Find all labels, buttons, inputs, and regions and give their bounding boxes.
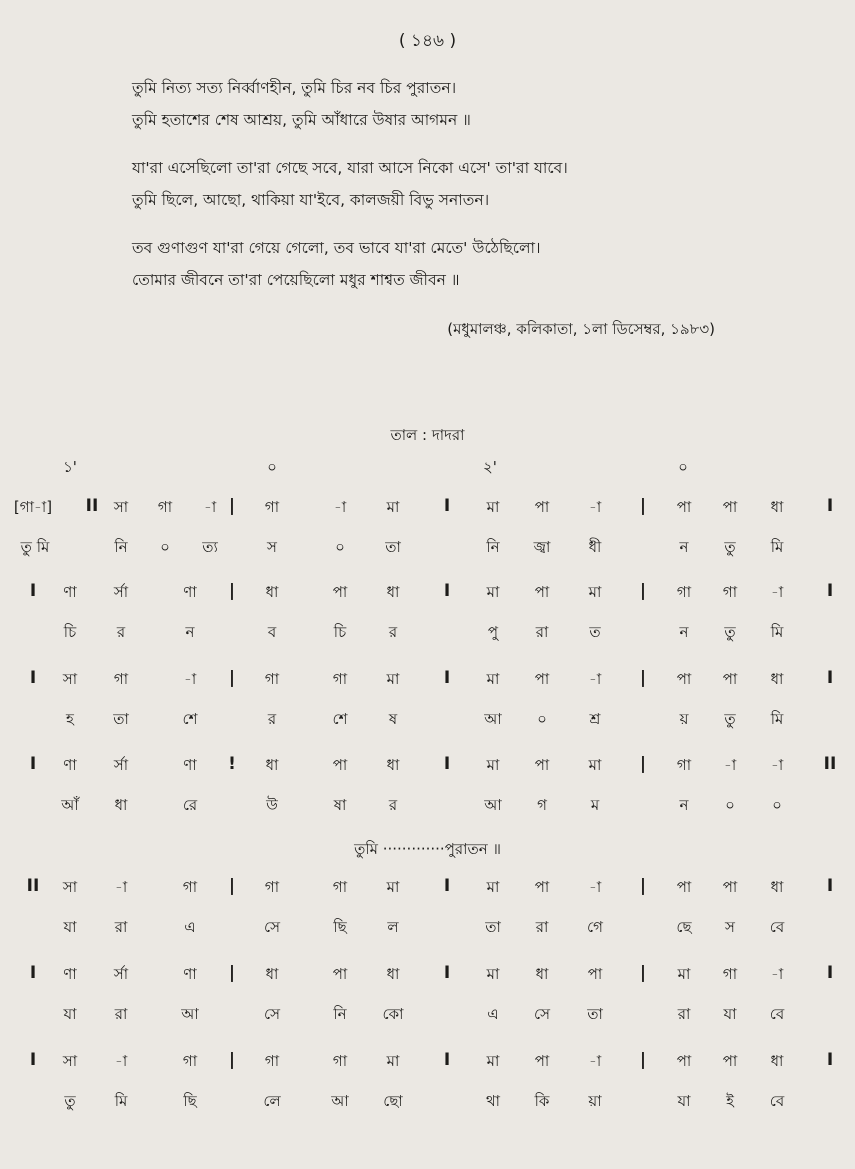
swara-note: গা <box>676 756 692 774</box>
swara-note: পা <box>722 498 738 516</box>
poem-line: যা'রা এসেছিলো তা'রা গেছে সবে, যারা আসে নিকো এসে' তা'রা যাবে। <box>132 159 568 177</box>
beat-marker: ০ <box>678 458 688 476</box>
swara-note: পা <box>587 965 603 983</box>
lyric-syllable: তু <box>724 538 736 556</box>
swara-note: -া <box>770 965 784 983</box>
swara-note: ণা <box>63 965 77 983</box>
swara-note: র্সা <box>113 965 129 983</box>
swara-note: গা <box>157 498 173 516</box>
swara-note: ধা <box>386 965 400 983</box>
lyric-syllable: আঁ <box>61 796 79 814</box>
lyric-syllable: নি <box>114 538 128 556</box>
notation-row <box>0 496 855 576</box>
lyric-syllable: র <box>388 623 398 641</box>
swara-note: গা <box>722 583 738 601</box>
swara-note: পা <box>332 756 348 774</box>
source-credit: (মধুমালঞ্চ, কলিকাতা, ১লা ডিসেম্বর, ১৯৮৩) <box>447 320 715 338</box>
swara-note: র্সা <box>113 756 129 774</box>
swara-note: ধা <box>535 965 549 983</box>
lyric-syllable: তা <box>385 538 401 556</box>
lyric-syllable: মি <box>770 538 784 556</box>
lyric-syllable: হ <box>66 710 74 728</box>
swara-note: ধা <box>265 756 279 774</box>
lyric-syllable: আ <box>181 1005 199 1023</box>
swara-note: -া <box>183 670 197 688</box>
swara-note: [গা-া] <box>13 498 53 516</box>
lyric-syllable: আ <box>331 1092 349 1110</box>
bar-line: I <box>826 581 834 601</box>
swara-note: ধা <box>265 583 279 601</box>
poem <box>132 72 792 296</box>
swara-note: গা <box>676 583 692 601</box>
swara-note: মা <box>386 670 400 688</box>
swara-note: ণা <box>63 583 77 601</box>
lyric-syllable: ছে <box>676 918 692 936</box>
notation-row <box>0 754 855 834</box>
lyric-syllable: কি <box>534 1092 550 1110</box>
swara-note: ধা <box>386 756 400 774</box>
swara-note: -া <box>588 498 602 516</box>
lyric-syllable: সে <box>264 1005 280 1023</box>
lyric-syllable: এ <box>184 918 196 936</box>
lyric-syllable: রা <box>535 623 549 641</box>
lyric-syllable: ০ <box>537 710 547 728</box>
lyric-syllable: চি <box>63 623 77 641</box>
lyric-syllable: ছো <box>383 1092 403 1110</box>
bar-line: I <box>826 876 834 896</box>
bar-line: | <box>228 581 236 601</box>
swara-note: সা <box>113 498 129 516</box>
lyric-syllable: স <box>267 538 277 556</box>
swara-note: -া <box>114 1052 128 1070</box>
lyric-syllable: তু <box>724 710 736 728</box>
lyric-syllable: তা <box>587 1005 603 1023</box>
lyric-syllable: আ <box>484 796 502 814</box>
swara-note: ধা <box>770 1052 784 1070</box>
lyric-syllable: যা <box>677 1092 691 1110</box>
bar-line: | <box>228 876 236 896</box>
lyric-syllable: বে <box>769 1005 785 1023</box>
swara-note: র্সা <box>113 583 129 601</box>
lyric-syllable: ব <box>267 623 277 641</box>
lyric-syllable: আ <box>484 710 502 728</box>
swara-note: ধা <box>770 498 784 516</box>
swara-note: -া <box>588 1052 602 1070</box>
poem-line: তুমি নিত্য সত্য নিৰ্ব্বাণহীন, তুমি চির নব চির পুরাতন। <box>132 79 457 97</box>
notation-row <box>0 1050 855 1130</box>
bar-line: | <box>228 496 236 516</box>
bar-line: | <box>639 1050 647 1070</box>
lyric-syllable: ন <box>185 623 195 641</box>
swara-note: মা <box>386 1052 400 1070</box>
lyric-syllable: যা <box>63 1005 77 1023</box>
swara-note: মা <box>386 498 400 516</box>
lyric-syllable: র <box>388 796 398 814</box>
swara-note: পা <box>676 670 692 688</box>
swara-note: গা <box>264 1052 280 1070</box>
swara-note: মা <box>486 756 500 774</box>
lyric-syllable: উ <box>266 796 278 814</box>
bar-line: | <box>639 876 647 896</box>
bar-line: I <box>826 1050 834 1070</box>
bar-line: II <box>823 754 837 774</box>
swara-note: পা <box>722 878 738 896</box>
lyric-syllable: য় <box>679 710 689 728</box>
bar-line: I <box>826 963 834 983</box>
notation-row <box>0 581 855 661</box>
swara-note: ণা <box>183 583 197 601</box>
swara-note: ধা <box>386 583 400 601</box>
swara-note: -া <box>723 756 737 774</box>
beat-marker: ০ <box>267 458 277 476</box>
swara-note: মা <box>588 756 602 774</box>
poem-line: তুমি ছিলে, আছো, থাকিয়া যা'ইবে, কালজয়ী বিভু সনাতন। <box>132 191 490 209</box>
poem-line: তুমি হতাশের শেষ আশ্রয়, তুমি আঁধারে উষার আগমন ॥ <box>132 111 471 129</box>
lyric-syllable: মি <box>770 623 784 641</box>
bar-line: | <box>639 754 647 774</box>
lyric-syllable: জ্বা <box>533 538 551 556</box>
swara-note: সা <box>62 1052 78 1070</box>
lyric-syllable: ০ <box>335 538 345 556</box>
bar-line: ! <box>228 754 236 774</box>
swara-note: পা <box>534 756 550 774</box>
swara-note: -া <box>770 583 784 601</box>
lyric-syllable: নি <box>333 1005 347 1023</box>
lyric-syllable: নি <box>486 538 500 556</box>
swara-note: গা <box>264 498 280 516</box>
lyric-syllable: ছি <box>333 918 347 936</box>
lyric-syllable: র <box>116 623 126 641</box>
lyric-syllable: থা <box>485 1092 501 1110</box>
swara-note: পা <box>676 498 692 516</box>
bar-line: I <box>443 496 451 516</box>
lyric-syllable: ০ <box>772 796 782 814</box>
lyric-syllable: পু <box>487 623 499 641</box>
lyric-syllable: তু মি <box>20 538 50 556</box>
swara-note: -া <box>770 756 784 774</box>
swara-note: সা <box>62 670 78 688</box>
lyric-syllable: ষা <box>333 796 347 814</box>
lyric-syllable: তা <box>113 710 129 728</box>
bar-line: II <box>26 876 40 896</box>
beat-marker: ১' <box>63 458 77 476</box>
beat-marker: ২' <box>483 458 497 476</box>
refrain-marker: তুমি ·············পুরাতন ॥ <box>354 840 501 858</box>
lyric-syllable: স <box>725 918 735 936</box>
swara-note: গা <box>332 670 348 688</box>
swara-note: মা <box>588 583 602 601</box>
lyric-syllable: ত <box>589 623 601 641</box>
poem-line: তব গুণাগুণ যা'রা গেয়ে গেলো, তব ভাবে যা'রা মেতে' উঠেছিলো। <box>132 239 541 257</box>
beat-markers <box>0 456 855 486</box>
lyric-syllable: রা <box>114 1005 128 1023</box>
lyric-syllable: রা <box>535 918 549 936</box>
swara-note: ণা <box>183 756 197 774</box>
swara-note: -া <box>333 498 347 516</box>
lyric-syllable: বে <box>769 918 785 936</box>
taal-heading: তাল : দাদরা <box>390 426 465 444</box>
swara-note: -া <box>588 670 602 688</box>
bar-line: | <box>639 668 647 688</box>
bar-line: I <box>29 581 37 601</box>
lyric-syllable: রা <box>114 918 128 936</box>
bar-line: I <box>443 1050 451 1070</box>
lyric-syllable: ষ <box>388 710 398 728</box>
lyric-syllable: য়া <box>588 1092 602 1110</box>
swara-note: মা <box>386 878 400 896</box>
bar-line: | <box>228 1050 236 1070</box>
swara-note: গা <box>264 670 280 688</box>
lyric-syllable: ০ <box>160 538 170 556</box>
swara-note: মা <box>486 878 500 896</box>
lyric-syllable: ম <box>590 796 600 814</box>
lyric-syllable: লে <box>263 1092 281 1110</box>
bar-line: | <box>639 581 647 601</box>
swara-note: গা <box>332 1052 348 1070</box>
swara-note: গা <box>182 878 198 896</box>
lyric-syllable: তু <box>64 1092 76 1110</box>
swara-note: ধা <box>770 878 784 896</box>
lyric-syllable: রে <box>182 796 198 814</box>
lyric-syllable: বে <box>769 1092 785 1110</box>
notation-row <box>0 668 855 748</box>
lyric-syllable: তু <box>724 623 736 641</box>
lyric-syllable: গে <box>587 918 603 936</box>
swara-note: গা <box>182 1052 198 1070</box>
bar-line: I <box>443 581 451 601</box>
lyric-syllable: মি <box>114 1092 128 1110</box>
lyric-syllable: রা <box>677 1005 691 1023</box>
swara-note: মা <box>486 965 500 983</box>
lyric-syllable: র <box>267 710 277 728</box>
lyric-syllable: ছি <box>183 1092 197 1110</box>
lyric-syllable: ধী <box>588 538 602 556</box>
lyric-syllable: শে <box>332 710 348 728</box>
swara-note: মা <box>486 670 500 688</box>
lyric-syllable: ন <box>679 538 689 556</box>
lyric-syllable: ল <box>387 918 399 936</box>
swara-note: পা <box>534 878 550 896</box>
swara-note: ণা <box>63 756 77 774</box>
bar-line: I <box>29 963 37 983</box>
bar-line: I <box>826 496 834 516</box>
lyric-syllable: যা <box>63 918 77 936</box>
swara-note: ধা <box>770 670 784 688</box>
swara-note: ণা <box>183 965 197 983</box>
swara-note: পা <box>534 670 550 688</box>
lyric-syllable: ধা <box>114 796 128 814</box>
bar-line: I <box>826 668 834 688</box>
swara-note: -া <box>114 878 128 896</box>
bar-line: | <box>639 963 647 983</box>
bar-line: I <box>443 963 451 983</box>
lyric-syllable: শ্র <box>589 710 601 728</box>
lyric-syllable: শে <box>182 710 198 728</box>
bar-line: | <box>639 496 647 516</box>
swara-note: মা <box>677 965 691 983</box>
notation-row <box>0 876 855 956</box>
poem-line: তোমার জীবনে তা'রা পেয়েছিলো মধুর শাশ্বত জীবন ॥ <box>132 271 460 289</box>
swara-note: সা <box>62 878 78 896</box>
swara-note: গা <box>113 670 129 688</box>
bar-line: II <box>85 496 99 516</box>
swara-note: গা <box>264 878 280 896</box>
swara-note: মা <box>486 1052 500 1070</box>
lyric-syllable: ন <box>679 796 689 814</box>
swara-note: পা <box>534 1052 550 1070</box>
swara-note: পা <box>722 1052 738 1070</box>
lyric-syllable: যা <box>723 1005 737 1023</box>
bar-line: I <box>443 754 451 774</box>
swara-note: পা <box>534 583 550 601</box>
bar-line: I <box>443 876 451 896</box>
lyric-syllable: মি <box>770 710 784 728</box>
swara-note: গা <box>722 965 738 983</box>
lyric-syllable: তা <box>485 918 501 936</box>
bar-line: I <box>29 668 37 688</box>
swara-note: পা <box>676 1052 692 1070</box>
lyric-syllable: ০ <box>725 796 735 814</box>
page-number: ( ১৪৬ ) <box>398 31 457 51</box>
lyric-syllable: ন <box>679 623 689 641</box>
bar-line: I <box>29 754 37 774</box>
swara-note: পা <box>332 965 348 983</box>
lyric-syllable: সে <box>534 1005 550 1023</box>
lyric-syllable: ই <box>726 1092 734 1110</box>
swara-note: পা <box>676 878 692 896</box>
swara-note: ধা <box>265 965 279 983</box>
swara-note: গা <box>332 878 348 896</box>
bar-line: I <box>443 668 451 688</box>
swara-note: -া <box>588 878 602 896</box>
lyric-syllable: ত্য <box>202 538 218 556</box>
swara-note: মা <box>486 583 500 601</box>
lyric-syllable: এ <box>487 1005 499 1023</box>
lyric-syllable: গ <box>537 796 547 814</box>
bar-line: | <box>228 963 236 983</box>
bar-line: I <box>29 1050 37 1070</box>
lyric-syllable: চি <box>333 623 347 641</box>
bar-line: | <box>228 668 236 688</box>
swara-note: পা <box>534 498 550 516</box>
swara-note: -া <box>203 498 217 516</box>
swara-note: মা <box>486 498 500 516</box>
lyric-syllable: সে <box>264 918 280 936</box>
swara-note: পা <box>332 583 348 601</box>
notation-row <box>0 963 855 1043</box>
lyric-syllable: কো <box>382 1005 404 1023</box>
swara-note: পা <box>722 670 738 688</box>
